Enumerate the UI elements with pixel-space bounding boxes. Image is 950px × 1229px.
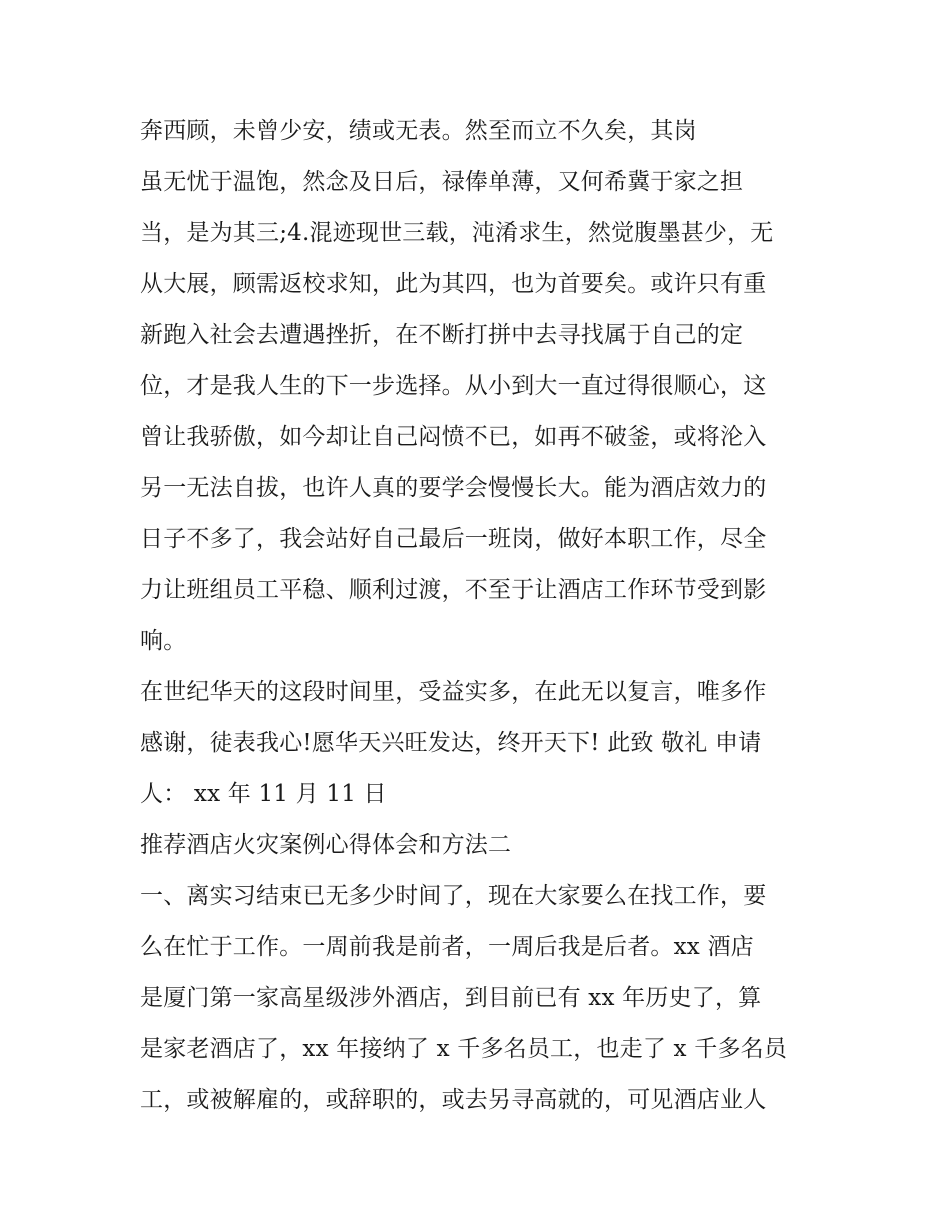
text-line: 感谢，徒表我心!愿华天兴旺发达，终开天下! 此致 敬礼 申请 xyxy=(140,730,762,756)
text-line: 虽无忧于温饱，然念及日后，禄俸单薄，又何希冀于家之担 xyxy=(140,169,744,195)
text-line: 曾让我骄傲，如今却让自己闷愤不已，如再不破釜，或将沦入 xyxy=(140,424,767,450)
text-line: 一、离实习结束已无多少时间了，现在大家要么在找工作，要 xyxy=(140,883,767,909)
section-heading: 推荐酒店火灾案例心得体会和方法二 xyxy=(140,832,512,858)
text-line: 工，或被解雇的，或辞职的，或去另寻高就的，可见酒店业人 xyxy=(140,1087,767,1113)
text-line: 从大展，顾需返校求知，此为其四，也为首要矣。或许只有重 xyxy=(140,271,767,297)
text-line: 日子不多了，我会站好自己最后一班岗，做好本职工作，尽全 xyxy=(140,526,767,552)
text-line: 新跑入社会去遭遇挫折，在不断打拼中去寻找属于自己的定 xyxy=(140,322,744,348)
text-line: 响。 xyxy=(140,628,187,654)
text-line: 么在忙于工作。一周前我是前者，一周后我是后者。xx 酒店 xyxy=(140,934,754,960)
text-line: 是家老酒店了，xx 年接纳了 x 千多名员工，也走了 x 千多名员 xyxy=(140,1036,788,1062)
text-line: 另一无法自拔，也许人真的要学会慢慢长大。能为酒店效力的 xyxy=(140,475,767,501)
document-body xyxy=(140,106,820,1126)
text-line: 是厦门第一家高星级涉外酒店，到目前已有 xx 年历史了，算 xyxy=(140,985,762,1011)
text-line: 力让班组员工平稳、顺利过渡，不至于让酒店工作环节受到影 xyxy=(140,577,767,603)
text-line: 奔西顾，未曾少安，绩或无表。然至而立不久矣，其岗 xyxy=(140,118,697,144)
text-line: 位，才是我人生的下一步选择。从小到大一直过得很顺心，这 xyxy=(140,373,767,399)
text-line: 在世纪华天的这段时间里，受益实多，在此无以复言，唯多作 xyxy=(140,679,767,705)
text-line: 人： xx 年 11 月 11 日 xyxy=(140,781,387,807)
text-line: 当，是为其三;4.混迹现世三载，沌淆求生，然觉腹墨甚少，无 xyxy=(140,220,774,246)
